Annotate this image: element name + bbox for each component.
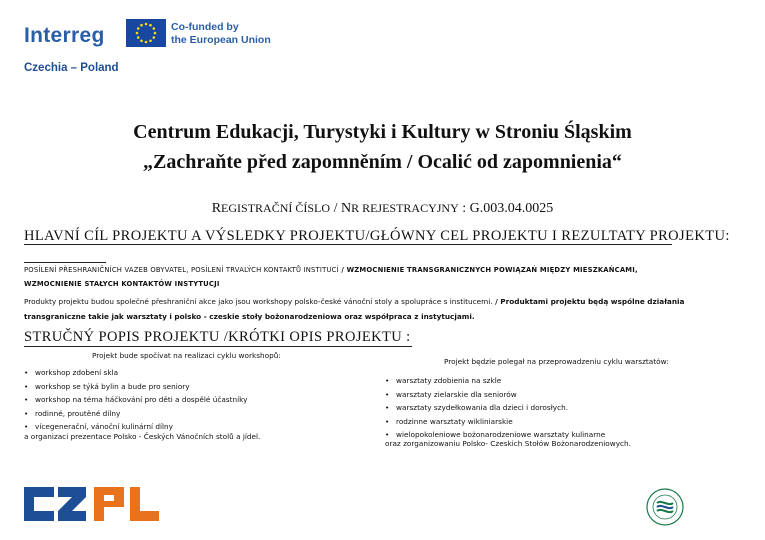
list-item: • rodinné, proutěné dílny [24, 407, 247, 421]
eu-star-icon [140, 39, 143, 42]
eu-star-icon [140, 24, 143, 27]
eu-star-icon [137, 27, 140, 30]
goal-pl-part2: WZMOCNIENIE STAŁYCH KONTAKTÓW INSTYTUCJI [24, 280, 220, 288]
eu-star-icon [136, 32, 139, 35]
goal-heading-underline [24, 244, 672, 245]
list-item: • rodzinne warsztaty wikliniarskie [385, 415, 605, 429]
reg-separator: / [330, 201, 341, 216]
eu-star-icon [152, 36, 155, 39]
eu-star-icon [154, 32, 157, 35]
cz-workshop-list [24, 366, 247, 434]
eu-star-icon [152, 27, 155, 30]
reg-label-pl-head: N [340, 201, 352, 216]
list-item: • warsztaty szydełkowania dla dzieci i dorosłych. [385, 401, 605, 415]
registration-number [0, 201, 765, 217]
results-text [24, 294, 744, 324]
interreg-logo: Interreg [24, 24, 105, 47]
region-label: Czechia – Poland [24, 62, 119, 74]
results-cz: Produkty projektu budou společné přeshraniční akce jako jsou workshopy polsko-české vánoční stoly a spolupráce s institucemi. [24, 297, 493, 306]
reg-number-value: G.003.04.0025 [469, 201, 554, 216]
eu-star-icon [149, 39, 152, 42]
list-item: • workshop na téma háčkování pro děti a dospělé účastníky [24, 393, 247, 407]
interreg-czpl-mark-logo [24, 487, 159, 521]
description-heading: STRUČNÝ POPIS PROJEKTU /KRÓTKI OPIS PROJEKTU : [24, 329, 411, 345]
goal-pl-part1: / WZMOCNIENIE TRANSGRANICZNYCH POWIĄZAŃ MIĘDZY MIESZKAŃCAMI, [338, 266, 638, 274]
description-heading-underline [24, 346, 412, 347]
euroregion-glacensis-logo [645, 487, 685, 527]
eu-star-icon [137, 36, 140, 39]
goal-cz: POSÍLENÍ PŘESHRANIČNÍCH VAZEB OBYVATEL, POSÍLENÍ TRVALÝCH KONTAKTŮ INSTITUCÍ [24, 266, 339, 274]
list-item: • workshop zdobení skla [24, 366, 247, 380]
eu-flag-icon [126, 19, 166, 47]
list-item: • vícegenerační, vánoční kulinární dílny [24, 420, 247, 434]
cofunded-line2: the European Union [171, 33, 271, 46]
pl-workshop-list [385, 374, 605, 442]
cofunded-line1: Co-funded by [171, 21, 239, 33]
pl-intro: Projekt będzie polegał na przeprowadzeniu cyklu warsztatów: [444, 357, 669, 366]
list-item: • warsztaty zielarskie dla seniorów [385, 388, 605, 402]
document-title: Centrum Edukacji, Turystyki i Kultury w Stroniu Śląskim [133, 121, 632, 143]
goal-text [24, 266, 638, 274]
list-item: • warsztaty zdobienia na szkle [385, 374, 605, 388]
cofunded-label [171, 21, 271, 46]
cz-outro: a organizaci prezentace Polsko - Českých Vánočních stolů a jídel. [24, 432, 261, 441]
goal-heading-underline-2 [24, 262, 106, 263]
eu-star-icon [145, 23, 148, 26]
cz-intro: Projekt bude spočívat na realizaci cyklu workshopů: [92, 351, 281, 360]
eu-star-icon [145, 41, 148, 44]
goal-heading: HLAVNÍ CÍL PROJEKTU A VÝSLEDKY PROJEKTU/GŁÓWNY CEL PROJEKTU I REZULTATY PROJEKTU: [24, 228, 730, 244]
eu-star-icon [149, 24, 152, 27]
reg-colon: : [458, 201, 470, 216]
reg-label-pl-rest: R REJESTRACYJNY [351, 201, 459, 215]
project-name: „Zachraňte před zapomněním / Ocalić od zapomnienia“ [143, 151, 622, 173]
reg-label-cz-rest: EGISTRAČNÍ ČÍSLO [221, 201, 331, 215]
list-item: • wielopokoleniowe bożonarodzeniowe warsztaty kulinarne [385, 428, 605, 442]
results-pl: / Produktami projektu będą wspólne działania transgraniczne takie jak warsztaty i polsko - czeskie stoły bożonarodzeniowa oraz współpraca z instytucjami. [24, 297, 685, 321]
list-item: • workshop se týká bylin a bude pro seniory [24, 380, 247, 394]
pl-outro: oraz zorganizowaniu Polsko- Czeskich Stołów Bożonarodzeniowych. [385, 439, 631, 448]
reg-label-cz-head: R [211, 201, 222, 216]
